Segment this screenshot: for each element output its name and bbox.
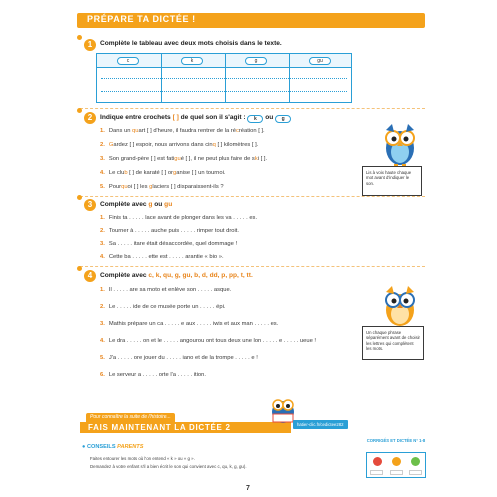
info-icon: ●	[82, 444, 86, 450]
section-banner	[77, 13, 425, 28]
divider	[80, 196, 425, 197]
page-number: 7	[246, 485, 250, 492]
exercise-1-title: Complète le tableau avec deux mots choisis dans le texte.	[100, 40, 282, 47]
owl-mascot-icon	[380, 118, 420, 168]
table-header-k: k	[181, 57, 203, 65]
score-box[interactable]	[370, 470, 383, 475]
sad-face-icon[interactable]	[373, 457, 382, 466]
score-box[interactable]	[409, 470, 422, 475]
exercise-4-line: 5. J'a . . . . . ore jouer du . . . . . iano et de la trompe . . . . . e !	[100, 355, 258, 361]
happy-face-icon[interactable]	[411, 457, 420, 466]
exercise-1-table	[96, 53, 352, 103]
exercise-4-line: 1. Il . . . . . are sa moto et enlève son . . . . . asque.	[100, 287, 232, 293]
next-dictation-title: FAIS MAINTENANT LA DICTÉE 2	[88, 423, 231, 432]
exercise-3-line: 2. Tourner à . . . . . auche puis . . . . . rimper tout droit.	[100, 228, 240, 234]
table-header-gu: gu	[309, 57, 331, 65]
exercise-3-line: 4. Cette ba . . . . . ette est . . . . . arantie « bio ».	[100, 254, 224, 260]
banner-title: PRÉPARE TA DICTÉE !	[87, 14, 196, 24]
conseils-heading: ● CONSEILS PARENTS	[82, 444, 144, 450]
exercise-number-3: 3	[84, 199, 96, 211]
tip-bubble-1: Lis à voix haute chaque mot avant d'indiquer le son.	[362, 166, 422, 196]
exercise-4-title: Complète avec c, k, qu, g, gu, b, d, dd, p, pp, t, tt.	[100, 272, 253, 279]
exercise-2-line: 5. Pourquoi [ ] les glaciers [ ] disparaissent-ils ?	[100, 184, 224, 190]
writing-line	[101, 91, 347, 92]
divider	[80, 266, 425, 267]
neutral-face-icon[interactable]	[392, 457, 401, 466]
exercise-number-1: 1	[84, 39, 96, 51]
exercise-number-4: 4	[84, 270, 96, 282]
exercise-2-line: 3. Son grand-père [ ] est fatigué [ ], il ne peut plus faire de ski [ ].	[100, 156, 268, 162]
self-evaluation-box	[366, 452, 426, 478]
next-dictation-banner	[80, 422, 291, 433]
exercise-3-line: 3. Sa . . . . . itare était désaccordée, quel dommage !	[100, 241, 238, 247]
conseil-line: Demandez à votre enfant s'il a bien écrit le son qui convient avec c, qu, k, g, gu).	[90, 464, 247, 469]
divider	[80, 108, 425, 109]
tip-bubble-2: Un chaque phrase séparément avant de choisir les lettres qui complètent les mots.	[362, 326, 424, 360]
bottom-subtitle: Pour connaître la suite de l'histoire...	[86, 413, 175, 422]
table-header-c: c	[117, 57, 139, 65]
exercise-4-line: 3. Mathis prépare un ca . . . . . e aux . . . . . iwis et aux man . . . . . es.	[100, 321, 279, 327]
score-box[interactable]	[390, 470, 403, 475]
conseil-line: Faites entourer les mots où l'on entend « k » ou « g ».	[90, 456, 195, 461]
exercise-4-line: 6. Le serveur a . . . . . orte l'a . . . . . ition.	[100, 372, 206, 378]
corrections-title: CORRIGÉS ET DICTÉE N° 1-8	[366, 438, 426, 443]
exercise-3-title: Complète avec g ou gu	[100, 201, 173, 208]
exercise-2-line: 2. Gardez [ ] espoir, nous arrivons dans cinq [ ] kilomètres [ ].	[100, 142, 259, 148]
writing-line	[101, 78, 347, 79]
exercise-3-line: 1. Finis ta . . . . . lace avant de plonger dans les va . . . . . es.	[100, 215, 258, 221]
exercise-2-line: 4. Le club [ ] de karaté [ ] organise [ ] un tournoi.	[100, 170, 226, 176]
table-header-g: g	[245, 57, 267, 65]
exercise-2-title: Indique entre crochets [ ] de quel son il s'agit : k ou g	[100, 114, 291, 122]
owl-mascot-icon	[380, 282, 420, 328]
exercise-2-line: 1. Dans un quart [ ] d'heure, il faudra rentrer de la récréation [ ].	[100, 128, 265, 134]
exercise-4-line: 2. Le . . . . . ide de ce musée porte un . . . . . épi.	[100, 304, 226, 310]
online-link[interactable]: hatier-clic.fr/cedictee282	[293, 420, 348, 429]
exercise-number-2: 2	[84, 112, 96, 124]
exercise-4-line: 4. Le dra . . . . . on et le . . . . . angourou ont tous deux une lon . . . . . e . . . . . ueue !	[100, 338, 317, 344]
